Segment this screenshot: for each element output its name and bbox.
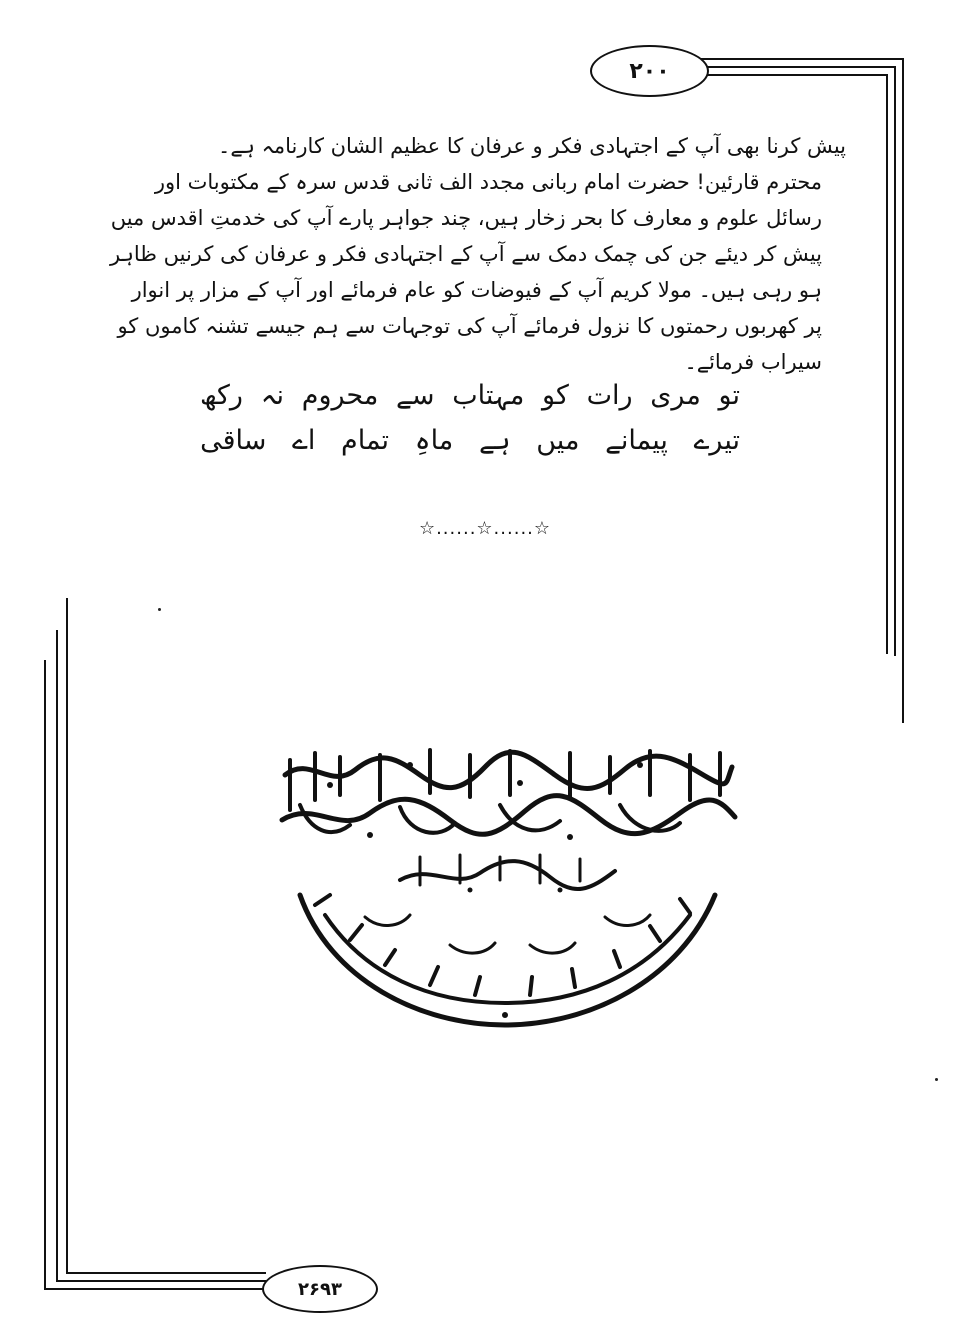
verse-word: ماہِ	[414, 425, 454, 456]
verse-word: محروم	[301, 380, 379, 411]
verse-word: مری	[650, 380, 701, 411]
verse-word: تیرے	[693, 425, 740, 456]
frame-right-line	[886, 74, 888, 654]
star-separator: ☆......☆......☆	[418, 518, 552, 539]
frame-bottom-line	[56, 1280, 266, 1282]
verse-word: تو	[718, 380, 740, 411]
verse-line-2	[200, 425, 740, 456]
verse-word: رات	[586, 380, 633, 411]
page-number-bottom: ۲۶۹۳	[262, 1265, 378, 1313]
page-number-top: ۲۰۰	[590, 45, 709, 97]
frame-bottom-line	[66, 1272, 266, 1274]
frame-top-line	[706, 74, 888, 76]
verse-word: نہ	[260, 380, 285, 411]
frame-bottom-line	[44, 1288, 264, 1290]
body-text	[108, 128, 846, 380]
verse-line-1	[200, 380, 740, 411]
verse-word: سے	[396, 380, 435, 411]
verse-word: میں	[536, 425, 580, 456]
calligraphy-art	[270, 745, 740, 1030]
frame-right-line	[902, 58, 904, 723]
verse-word: ہے	[478, 425, 511, 456]
paragraph: پیش کرنا بھی آپ کے اجتہادی فکر و عرفان کا عظیم الشان کارنامہ ہے۔	[218, 134, 846, 158]
frame-top-line	[705, 66, 896, 68]
verse-word: رکھ	[200, 380, 243, 411]
frame-left-line	[66, 598, 68, 1272]
frame-left-line	[56, 630, 58, 1280]
speck	[935, 1078, 938, 1081]
frame-top-line	[700, 58, 904, 60]
verse-word: کو	[542, 380, 569, 411]
speck	[158, 608, 161, 611]
calligraphy-panel	[270, 745, 740, 1030]
verse-word: پیمانے	[605, 425, 668, 456]
frame-right-line	[894, 66, 896, 656]
verse-word: مہتاب	[452, 380, 525, 411]
frame-left-line	[44, 660, 46, 1288]
verse-word: تمام	[341, 425, 390, 456]
verse-word: ساقی	[200, 425, 267, 456]
verse-word: اے	[292, 425, 316, 456]
paragraph: محترم قارئین! حضرت امام ربانی مجدد الف ثانی قدس سرہ کے مکتوبات اور رسائل علوم و معارف کا بحر زخار ہیں، چند جواہر پارے آپ کی خدمتِ اقدس میں پیش کر دیئے جن کی چمک دمک سے آپ کے اجتہادی فکر و عرفان کی کرنیں ظاہر ہو رہی ہیں۔ مولا کریم آپ کے فیوضات کو عام فرمائے اور آپ کے مزار پر انوار پر کھربوں رحمتوں کا نزول فرمائے آپ کی توجہات سے ہم جیسے تشنہ کاموں کو سیراب فرمائے۔	[109, 170, 822, 374]
